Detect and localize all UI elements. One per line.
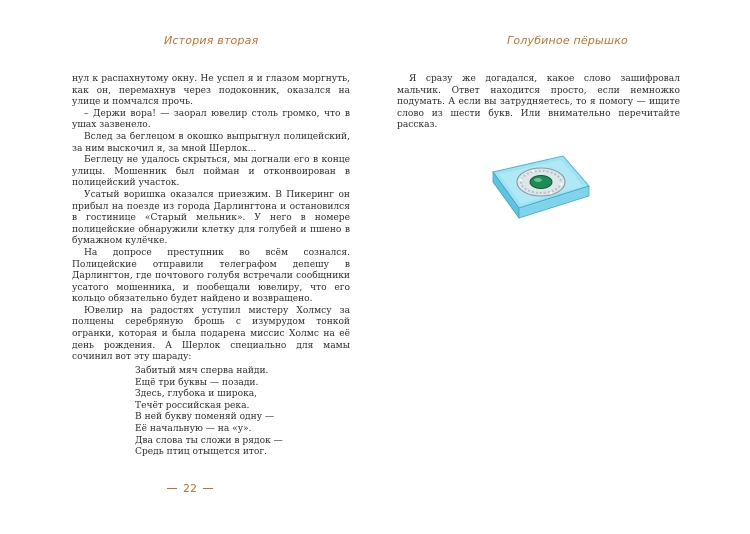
paragraph: Ювелир на радостях уступил мистеру Холмсу за полцены серебряную брошь с изумрудом тонкой огранки, которая и была подарена миссис Холмс на её день рождения. А Шерлок специально для мамы сочинил вот эту шараду: xyxy=(72,305,350,363)
right-page xyxy=(375,0,750,534)
verse-line: Ещё три буквы — позади. xyxy=(135,377,259,388)
paragraph: Беглецу не удалось скрыться, мы догнали его в конце улицы. Мошенник был пойман и отконвоирован в полицейский участок. xyxy=(72,155,350,189)
page-number xyxy=(167,482,213,495)
verse-line: Здесь, глубока и широка, xyxy=(135,389,258,400)
verse-line: Два слова ты сложи в рядок — xyxy=(135,435,283,446)
emerald-brooch-box-illustration xyxy=(485,142,593,226)
verse-line: Её начальную — на «у». xyxy=(135,423,252,434)
folio-dash-right xyxy=(203,488,213,490)
verse-line: Забитый мяч сперва найди. xyxy=(135,366,269,376)
folio-dash-left xyxy=(167,488,177,490)
left-body-text xyxy=(72,74,350,364)
left-running-head: История вторая xyxy=(164,34,259,47)
paragraph: нул к распахнутому окну. Не успел я и глазом моргнуть, как он, перемахнув через подоконник, оказался на улице и помчался прочь. xyxy=(72,74,350,108)
verse-line: Средь птиц отыщется итог. xyxy=(135,447,268,458)
verse-line: В ней букву поменяй одну — xyxy=(135,412,275,423)
paragraph: Усатый воришка оказался приезжим. В Пикеринг он прибыл на поезде из города Дарлингтона и остановился в гостинице «Старый мельник». У него в номере полицейские обнаружили клетку для голубей и пшено в бумажном кулёчке. xyxy=(72,189,350,247)
verse-line: Течёт российская река. xyxy=(135,400,250,411)
right-body-text xyxy=(397,74,680,132)
paragraph: Я сразу же догадался, какое слово зашифровал мальчик. Ответ находится просто, если немножко подумать. А если вы затрудняетесь, то я помогу — ищите слово из шести букв. Или внимательно перечитайте рассказ. xyxy=(397,74,680,131)
riddle-verse xyxy=(135,366,283,459)
paragraph: На допросе преступник во всём сознался. Полицейские отправили телеграфом депешу в Дарлингтон, где почтового голубя встречали сообщники усатого мошенника, и пообещали ювелиру, что его кольцо обязательно будет найдено и возвращено. xyxy=(72,247,350,305)
paragraph: Вслед за беглецом в окошко выпрыгнул полицейский, за ним выскочил я, за мной Шерлок... xyxy=(72,131,350,154)
page-number-text: 22 xyxy=(183,482,197,495)
right-running-head: Голубиное пёрышко xyxy=(507,34,628,47)
paragraph: – Держи вора! — заорал ювелир столь громко, что в ушах зазвенело. xyxy=(72,108,350,131)
